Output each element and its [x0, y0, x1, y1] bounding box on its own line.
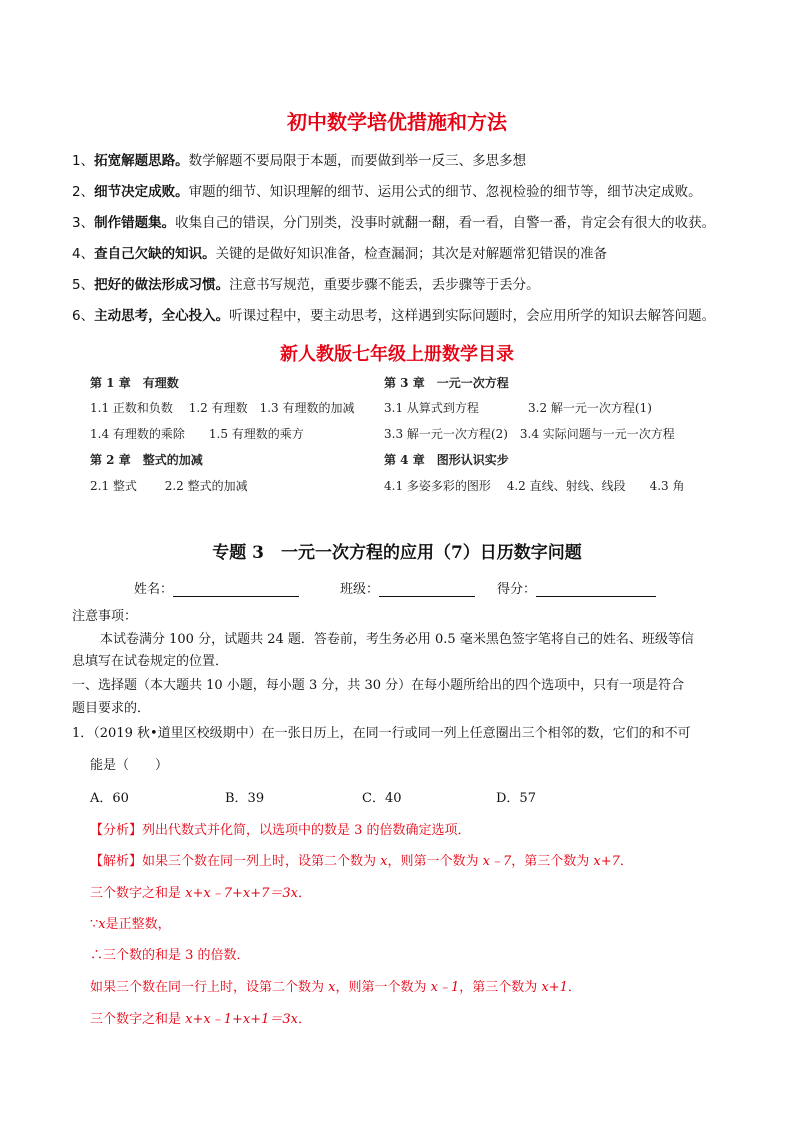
math-x-plus-1: x+1: [541, 980, 568, 995]
math-x: x: [98, 917, 106, 932]
toc-chapter-1-heading: 第 1 章 有理数: [90, 376, 179, 390]
math-x-plus-7: x+7: [593, 854, 620, 869]
toc-chapter-2-heading: 第 2 章 整式的加减: [90, 453, 203, 467]
tips-title: 初中数学培优措施和方法: [287, 110, 507, 134]
topic-title: 专题 3 一元一次方程的应用（7）日历数字问题: [212, 543, 582, 563]
detail-line-2: [90, 976, 581, 995]
score-blank[interactable]: [536, 582, 656, 597]
tip-number: 3、: [72, 215, 95, 231]
tip-number: 6、: [72, 308, 95, 324]
tip-heading: 细节决定成败。: [94, 184, 189, 200]
option-c[interactable]: C．40: [362, 791, 402, 806]
tip-text: 收集自己的错误，分门别类，没事时就翻一翻，看一看，自警一番，肯定会有很大的收获。: [175, 215, 716, 231]
period: ．: [297, 1012, 311, 1027]
toc-chapter-1-row-1: 1.1 正数和负数 1.2 有理数 1.3 有理数的加减: [90, 401, 355, 415]
tip-item-4: [72, 242, 607, 262]
question-line-2: 能是（ ）: [90, 758, 169, 773]
tip-item-2: [72, 180, 702, 200]
tip-text: 注意书写规范，重要步骤不能丢，丢步骤等于丢分。: [229, 277, 540, 293]
tip-text: 关键的是做好知识准备，检查漏洞；其次是对解题常犯错误的准备: [215, 246, 608, 262]
tip-number: 5、: [72, 277, 95, 293]
tip-heading: 制作错题集。: [94, 215, 176, 231]
detail-text: ，则第一个数为: [387, 854, 483, 869]
since-text: 是正整数，: [105, 917, 171, 932]
option-b[interactable]: B．39: [225, 791, 265, 806]
analysis-tag: 【分析】: [90, 823, 143, 838]
toc-chapter-4-row-1: 4.1 多姿多彩的图形 4.2 直线、射线、线段 4.3 角: [384, 479, 685, 493]
therefore-text: ∴三个数的和是 3 的倍数．: [90, 948, 250, 963]
period: ．: [619, 854, 633, 869]
tip-number: 2、: [72, 184, 95, 200]
because-symbol: ∵: [90, 917, 99, 932]
sum-line-2: [90, 1008, 311, 1027]
toc-chapter-2-row-1: 2.1 整式 2.2 整式的加减: [90, 479, 248, 493]
sum-label: 三个数字之和是: [90, 886, 186, 901]
math-x-minus-7: x﹣7: [482, 854, 512, 869]
analysis-text: 列出代数式并化简，以选项中的数是 3 的倍数确定选项．: [142, 823, 471, 838]
toc-chapter-4-heading: 第 4 章 图形认识实步: [384, 453, 509, 467]
section-line-1: 一、选择题（本大题共 10 小题，每小题 3 分，共 30 分）在每小题所给出的四个选项中，只有一项是符合: [72, 678, 685, 693]
toc-chapter-3-row-2: 3.3 解一元一次方程(2) 3.4 实际问题与一元一次方程: [384, 427, 675, 441]
detail-text: 如果三个数在同一列上时，设第二个数为: [142, 854, 381, 869]
therefore-line: [90, 944, 250, 963]
notes-line-2: 息填写在试卷规定的位置．: [72, 654, 229, 669]
name-label: 姓名：: [134, 582, 174, 597]
tip-item-3: [72, 211, 715, 231]
notes-label: 注意事项：: [72, 609, 138, 624]
score-label: 得分：: [497, 582, 537, 597]
detail-text: ，则第一个数为: [335, 980, 431, 995]
tip-text: 审题的细节、知识理解的细节、运用公式的细节、忽视检验的细节等，细节决定成败。: [188, 184, 702, 200]
tip-item-6: [72, 304, 715, 324]
class-label: 班级：: [340, 582, 380, 597]
toc-chapter-3-heading: 第 3 章 一元一次方程: [384, 376, 509, 390]
sum-expression-1: x+x﹣7+x+7＝3x: [185, 886, 298, 901]
detail-text: ，第三个数为: [511, 854, 594, 869]
tip-number: 4、: [72, 246, 95, 262]
tip-text: 数学解题不要局限于本题，而要做到举一反三、多思多想: [188, 153, 527, 169]
tip-item-1: [72, 149, 526, 169]
tip-number: 1、: [72, 153, 95, 169]
period: ．: [567, 980, 581, 995]
tip-item-5: [72, 273, 540, 293]
sum-label: 三个数字之和是: [90, 1012, 186, 1027]
analysis-line: [90, 819, 471, 838]
toc-chapter-1-row-2: 1.4 有理数的乘除 1.5 有理数的乘方: [90, 427, 304, 441]
name-blank[interactable]: [173, 582, 299, 597]
tip-heading: 查自己欠缺的知识。: [94, 246, 216, 262]
sum-expression-2: x+x﹣1+x+1＝3x: [185, 1012, 298, 1027]
tip-text: 听课过程中，要主动思考，这样遇到实际问题时，会应用所学的知识去解答问题。: [229, 308, 716, 324]
notes-line-1: 本试卷满分 100 分，试题共 24 题．答卷前，考生务必用 0.5 毫米黑色签字笔将自己的姓名、班级等信: [100, 632, 694, 647]
toc-title: 新人教版七年级上册数学目录: [280, 344, 514, 365]
score-field[interactable]: [497, 578, 656, 597]
math-x: x: [328, 980, 336, 995]
detail-tag: 【解析】: [90, 854, 143, 869]
sum-line-1: [90, 882, 311, 901]
detail-line-1: [90, 850, 633, 869]
toc-chapter-3-row-1b: 3.2 解一元一次方程(1): [528, 401, 652, 415]
tip-heading: 拓宽解题思路。: [94, 153, 189, 169]
detail-text: ，第三个数为: [459, 980, 542, 995]
option-d[interactable]: D．57: [496, 791, 536, 806]
math-x-minus-1: x﹣1: [430, 980, 460, 995]
name-field[interactable]: [134, 578, 299, 597]
class-field[interactable]: [340, 578, 475, 597]
since-line: [90, 913, 171, 932]
option-a[interactable]: A．60: [90, 791, 129, 806]
question-line-1: 1．（2019 秋•道里区校级期中）在一张日历上，在同一行或同一列上任意圈出三个相邻的数，它们的和不可: [72, 726, 691, 741]
section-line-2: 题目要求的．: [72, 701, 151, 716]
tip-heading: 把好的做法形成习惯。: [94, 277, 230, 293]
period: ．: [297, 886, 311, 901]
toc-chapter-3-row-1: 3.1 从算式到方程: [384, 401, 479, 415]
class-blank[interactable]: [379, 582, 475, 597]
detail-text: 如果三个数在同一行上时，设第二个数为: [90, 980, 329, 995]
tip-heading: 主动思考，全心投入。: [94, 308, 230, 324]
math-x: x: [380, 854, 388, 869]
